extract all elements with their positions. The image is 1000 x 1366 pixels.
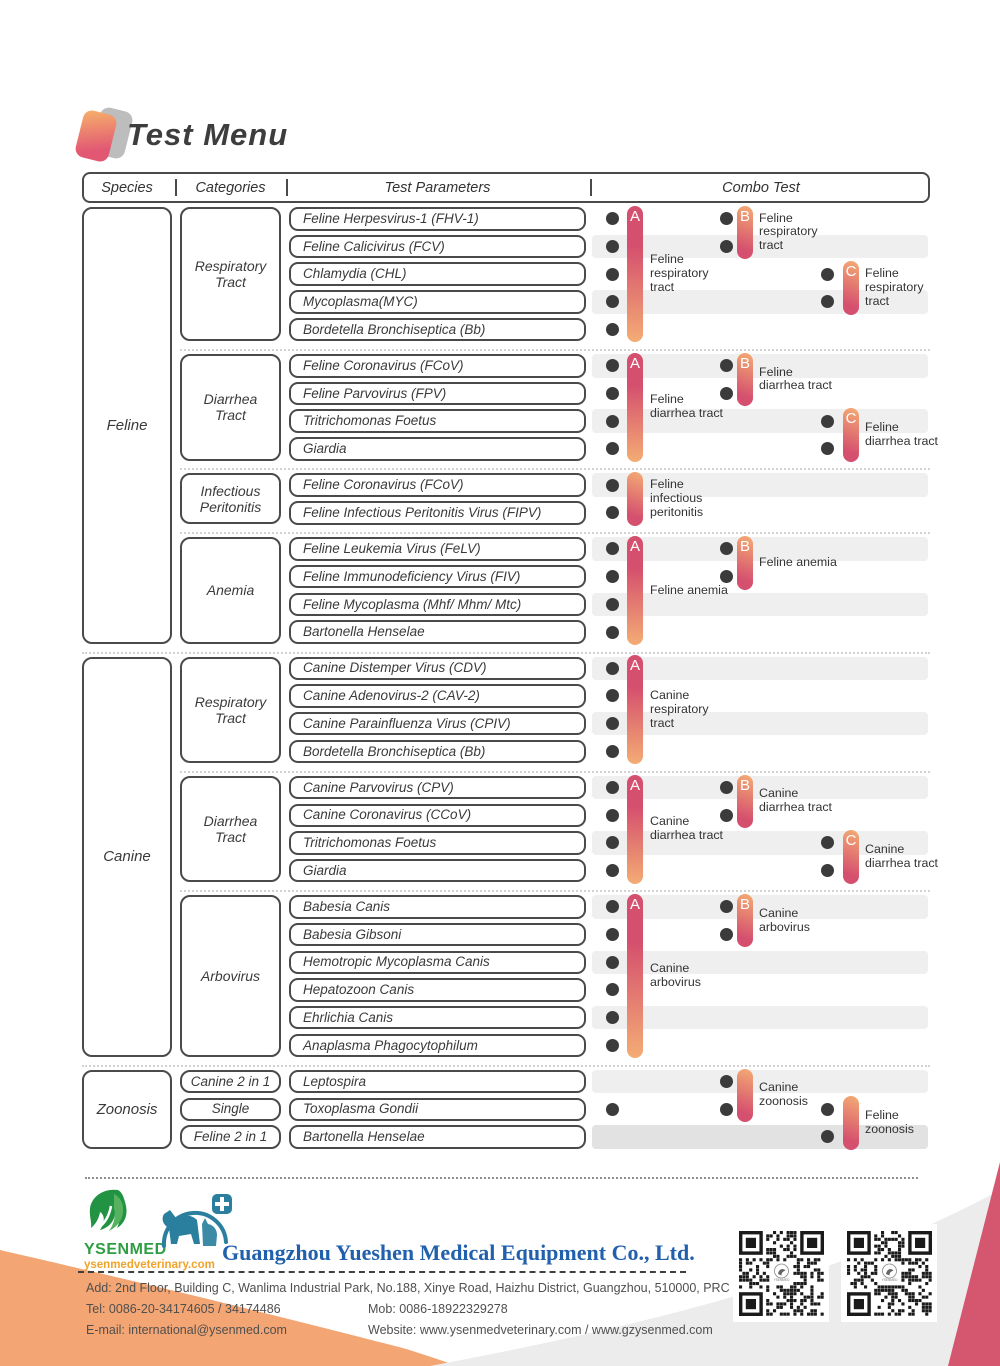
combo-bar-label: Canine diarrhea tract	[865, 841, 939, 870]
test-param-box: Hemotropic Mycoplasma Canis	[289, 951, 586, 975]
combo-dot-A	[606, 864, 619, 877]
combo-dot-A	[606, 323, 619, 336]
combo-dot-A	[606, 212, 619, 225]
combo-bar-letter: B	[739, 207, 750, 225]
combo-bar-letter: A	[629, 538, 640, 555]
combo-dot-C	[821, 295, 834, 308]
combo-dot-B	[720, 359, 733, 372]
combo-dot-A	[606, 295, 619, 308]
category-box: Canine 2 in 1	[180, 1070, 281, 1094]
test-param-box: Bartonella Henselae	[289, 620, 586, 644]
section-separator	[180, 771, 930, 773]
email-line: E-mail: international@ysenmed.com	[86, 1323, 287, 1337]
combo-dot-A	[606, 506, 619, 519]
test-param-box: Feline Coronavirus (FCoV)	[289, 354, 586, 378]
header-test-parameters: Test Parameters	[384, 179, 491, 196]
category-box: Diarrhea Tract	[180, 776, 281, 883]
header-combo-test: Combo Test	[722, 179, 800, 196]
test-param-box: Toxoplasma Gondii	[289, 1098, 586, 1122]
test-param-box: Anaplasma Phagocytophilum	[289, 1034, 586, 1058]
combo-bar-label: Feline infectious peritonitis	[650, 477, 704, 519]
combo-dot-A	[606, 359, 619, 372]
test-param-box: Tritrichomonas Foetus	[289, 831, 586, 855]
combo-dot-A	[606, 689, 619, 702]
combo-bar-label: Canine diarrhea tract	[650, 814, 724, 843]
combo-dot-B	[720, 1103, 733, 1116]
combo-bar-A	[627, 472, 643, 526]
company-name: Guangzhou Yueshen Medical Equipment Co., Ltd.	[222, 1240, 695, 1265]
species-separator	[82, 652, 930, 654]
test-param-box: Chlamydia (CHL)	[289, 262, 586, 286]
combo-bar-letter: C	[845, 832, 857, 849]
category-box: Respiratory Tract	[180, 207, 281, 341]
test-param-box: Feline Calicivirus (FCV)	[289, 235, 586, 259]
combo-dot-A	[606, 900, 619, 913]
dashed-divider	[78, 1271, 686, 1273]
combo-bar-letter: A	[629, 895, 640, 913]
test-param-box: Feline Parvovirus (FPV)	[289, 382, 586, 406]
combo-bar-A	[627, 894, 643, 1058]
combo-dot-B	[720, 1075, 733, 1088]
test-param-box: Feline Coronavirus (FCoV)	[289, 473, 586, 497]
category-box: Feline 2 in 1	[180, 1125, 281, 1149]
test-param-box: Feline Herpesvirus-1 (FHV-1)	[289, 207, 586, 231]
combo-dot-A	[606, 956, 619, 969]
website-line: Website: www.ysenmedveterinary.com / www.gzysenmed.com	[368, 1323, 713, 1337]
combo-dot-A	[606, 479, 619, 492]
combo-dot-C	[821, 864, 834, 877]
species-separator	[82, 1065, 930, 1067]
test-param-box: Canine Distemper Virus (CDV)	[289, 657, 586, 681]
combo-bar-letter: A	[629, 354, 640, 372]
combo-dot-A	[606, 626, 619, 639]
test-param-box: Canine Parvovirus (CPV)	[289, 776, 586, 800]
section-separator	[180, 532, 930, 534]
svg-text:YSENMED: YSENMED	[881, 1277, 897, 1282]
qr-code-1	[733, 1224, 829, 1322]
combo-bar-B	[737, 775, 753, 829]
combo-dot-B	[720, 570, 733, 583]
combo-dot-A	[606, 983, 619, 996]
combo-bar-letter: B	[739, 354, 750, 372]
test-param-box: Canine Coronavirus (CCoV)	[289, 804, 586, 828]
category-box: Single	[180, 1098, 281, 1122]
combo-bar-B	[737, 1069, 753, 1123]
combo-dot-B	[720, 900, 733, 913]
header-categories: Categories	[195, 179, 266, 196]
combo-dot-A	[606, 745, 619, 758]
test-param-box: Canine Parainfluenza Virus (CPIV)	[289, 712, 586, 736]
category-box: Infectious Peritonitis	[180, 473, 281, 524]
combo-dot-C	[821, 268, 834, 281]
test-param-box: Mycoplasma(MYC)	[289, 290, 586, 314]
test-param-box: Feline Leukemia Virus (FeLV)	[289, 537, 586, 561]
combo-bar-A	[627, 353, 643, 462]
test-param-box: Ehrlichia Canis	[289, 1006, 586, 1030]
section-separator	[180, 468, 930, 470]
combo-bar-B	[737, 353, 753, 407]
species-box: Feline	[82, 207, 172, 644]
section-separator	[180, 890, 930, 892]
combo-dot-A	[606, 1039, 619, 1052]
combo-dot-A	[606, 387, 619, 400]
species-box: Canine	[82, 657, 172, 1058]
combo-bar-A	[627, 536, 643, 645]
header-species: Species	[101, 179, 153, 196]
combo-bar-label: Feline respiratory tract	[650, 252, 709, 295]
combo-bar-label: Feline diarrhea tract	[650, 392, 724, 421]
category-box: Anemia	[180, 537, 281, 644]
combo-dot-C	[821, 415, 834, 428]
combo-dot-A	[606, 1103, 619, 1116]
combo-bar-B	[737, 206, 753, 260]
combo-bar-label: Canine diarrhea tract	[759, 786, 833, 815]
combo-dot-A	[606, 415, 619, 428]
combo-bar-letter: A	[629, 207, 640, 225]
test-param-box: Giardia	[289, 859, 586, 883]
combo-dot-C	[821, 442, 834, 455]
test-param-box: Babesia Canis	[289, 895, 586, 919]
combo-bar-label: Canine respiratory tract	[650, 687, 709, 730]
combo-bar-label: Canine arbovirus	[759, 905, 810, 934]
combo-dot-A	[606, 662, 619, 675]
combo-bar-label: Feline diarrhea tract	[759, 364, 833, 393]
combo-bar-letter: A	[629, 657, 640, 675]
category-box: Respiratory Tract	[180, 657, 281, 764]
combo-dot-B	[720, 240, 733, 253]
combo-bar-label: Feline zoonosis	[865, 1108, 914, 1137]
combo-dot-A	[606, 570, 619, 583]
test-param-box: Hepatozoon Canis	[289, 978, 586, 1002]
combo-bar-label: Feline anemia	[650, 582, 728, 597]
page-title: Test Menu	[127, 117, 289, 152]
combo-dot-A	[606, 268, 619, 281]
tel-line: Tel: 0086-20-34174605 / 34174486	[86, 1302, 281, 1316]
test-param-box: Feline Mycoplasma (Mhf/ Mhm/ Mtc)	[289, 593, 586, 617]
combo-dot-A	[606, 781, 619, 794]
test-param-box: Canine Adenovirus-2 (CAV-2)	[289, 684, 586, 708]
combo-dot-A	[606, 442, 619, 455]
test-param-box: Leptospira	[289, 1070, 586, 1094]
combo-bar-C	[843, 830, 859, 884]
brand-name: YSENMED	[84, 1241, 167, 1258]
test-param-box: Giardia	[289, 437, 586, 461]
test-param-box: Tritrichomonas Foetus	[289, 409, 586, 433]
test-param-box: Bordetella Bronchiseptica (Bb)	[289, 740, 586, 764]
combo-bar-label: Canine arbovirus	[650, 961, 701, 990]
combo-bar-letter: B	[739, 538, 750, 555]
combo-dot-C	[821, 1130, 834, 1143]
combo-bar-A	[627, 655, 643, 764]
combo-bar-label: Feline respiratory tract	[759, 210, 818, 253]
species-box: Zoonosis	[82, 1070, 172, 1149]
combo-dot-A	[606, 240, 619, 253]
combo-dot-A	[606, 542, 619, 555]
combo-bar-C	[843, 261, 859, 315]
combo-bar-letter: C	[845, 410, 857, 428]
combo-bar-A	[627, 775, 643, 884]
ysenmed-swan-logo	[84, 1188, 144, 1244]
brand-site: ysenmedveterinary.com	[84, 1259, 215, 1271]
combo-dot-B	[720, 781, 733, 794]
combo-dot-A	[606, 717, 619, 730]
address-line: Add: 2nd Floor, Building C, Wanlima Industrial Park, No.188, Xinye Road, Haizhu District, Guangzhou, 510000, PRC	[86, 1281, 730, 1295]
combo-bar-letter: B	[739, 895, 750, 913]
combo-dot-B	[720, 212, 733, 225]
combo-bar-letter: C	[845, 263, 857, 281]
combo-bar-label: Canine zoonosis	[759, 1080, 808, 1109]
svg-text:YSENMED: YSENMED	[773, 1277, 789, 1282]
combo-dot-C	[821, 836, 834, 849]
combo-dot-A	[606, 928, 619, 941]
combo-bar-label: Feline anemia	[759, 554, 837, 569]
test-param-box: Feline Infectious Peritonitis Virus (FIPV)	[289, 501, 586, 525]
test-param-box: Bordetella Bronchiseptica (Bb)	[289, 318, 586, 342]
combo-dot-B	[720, 928, 733, 941]
combo-bar-letter: A	[629, 776, 640, 794]
mob-line: Mob: 0086-18922329278	[368, 1302, 508, 1316]
combo-dot-B	[720, 542, 733, 555]
combo-dot-A	[606, 809, 619, 822]
category-box: Arbovirus	[180, 895, 281, 1057]
combo-bar-C	[843, 408, 859, 462]
test-param-box: Feline Immunodeficiency Virus (FIV)	[289, 565, 586, 589]
combo-dot-A	[606, 598, 619, 611]
combo-bar-letter: B	[739, 776, 750, 794]
combo-dot-A	[606, 1011, 619, 1024]
section-separator	[180, 349, 930, 351]
combo-bar-B	[737, 536, 753, 590]
combo-bar-A	[627, 206, 643, 343]
combo-bar-label: Feline respiratory tract	[865, 266, 924, 308]
combo-bar-C	[843, 1096, 859, 1150]
test-param-box: Babesia Gibsoni	[289, 923, 586, 947]
combo-bar-B	[737, 894, 753, 948]
test-param-box: Bartonella Henselae	[289, 1125, 586, 1149]
category-box: Diarrhea Tract	[180, 354, 281, 461]
qr-code-2	[841, 1224, 937, 1322]
combo-bar-label: Feline diarrhea tract	[865, 420, 939, 448]
combo-dot-A	[606, 836, 619, 849]
